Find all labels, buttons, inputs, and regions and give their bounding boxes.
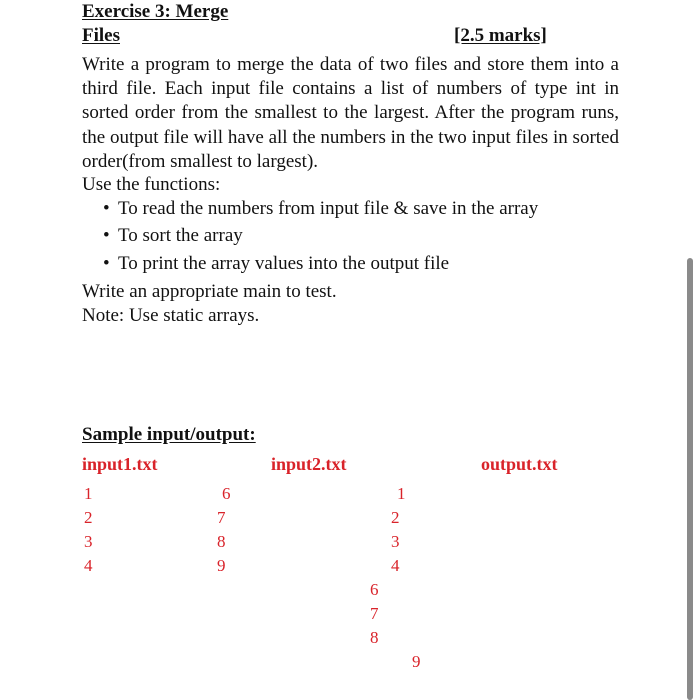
extra-value: 6 bbox=[370, 580, 379, 599]
input2-value: 3 bbox=[391, 532, 400, 551]
main-note: Write an appropriate main to test. bbox=[82, 281, 337, 302]
extra-last-value: 9 bbox=[412, 652, 421, 671]
input1-value-b: 8 bbox=[217, 532, 226, 551]
header-input1: input1.txt bbox=[82, 454, 158, 474]
input2-value: 4 bbox=[391, 556, 400, 575]
header-output: output.txt bbox=[481, 454, 558, 474]
bullet-icon: • bbox=[103, 253, 110, 274]
bullet-text: To print the array values into the output file bbox=[118, 253, 450, 274]
extra-value: 8 bbox=[370, 628, 379, 647]
input1-value-b: 9 bbox=[217, 556, 226, 575]
bullet-icon: • bbox=[103, 198, 110, 219]
input2-value: 2 bbox=[391, 508, 400, 527]
header-input2: input2.txt bbox=[271, 454, 347, 474]
exercise-description: Write a program to merge the data of two files and store them into a third file. Each input file contains a list of numbers of type int in sorted order from the smallest to the largest. After the program runs, the output file will have all the numbers in the two input files in sorted order(from smallest to largest). bbox=[82, 54, 619, 172]
static-arrays-note: Note: Use static arrays. bbox=[82, 305, 260, 326]
input1-value-b: 7 bbox=[217, 508, 226, 527]
exercise-title-files: Files bbox=[82, 25, 120, 46]
input1-value: 3 bbox=[84, 532, 93, 551]
input1-value: 4 bbox=[84, 556, 93, 575]
bullet-icon: • bbox=[103, 225, 110, 246]
bullet-text: To read the numbers from input file & save in the array bbox=[118, 198, 539, 219]
vertical-scrollbar[interactable] bbox=[687, 258, 693, 700]
input1-value-b: 6 bbox=[222, 484, 231, 503]
use-functions-label: Use the functions: bbox=[82, 174, 221, 195]
input1-value: 1 bbox=[84, 484, 93, 503]
marks-label: [2.5 marks] bbox=[454, 25, 547, 46]
extra-value: 7 bbox=[370, 604, 379, 623]
input2-value: 1 bbox=[397, 484, 406, 503]
bullet-text: To sort the array bbox=[118, 225, 243, 246]
exercise-title: Exercise 3: Merge bbox=[82, 1, 229, 22]
sample-heading: Sample input/output: bbox=[82, 424, 256, 445]
input1-value: 2 bbox=[84, 508, 93, 527]
